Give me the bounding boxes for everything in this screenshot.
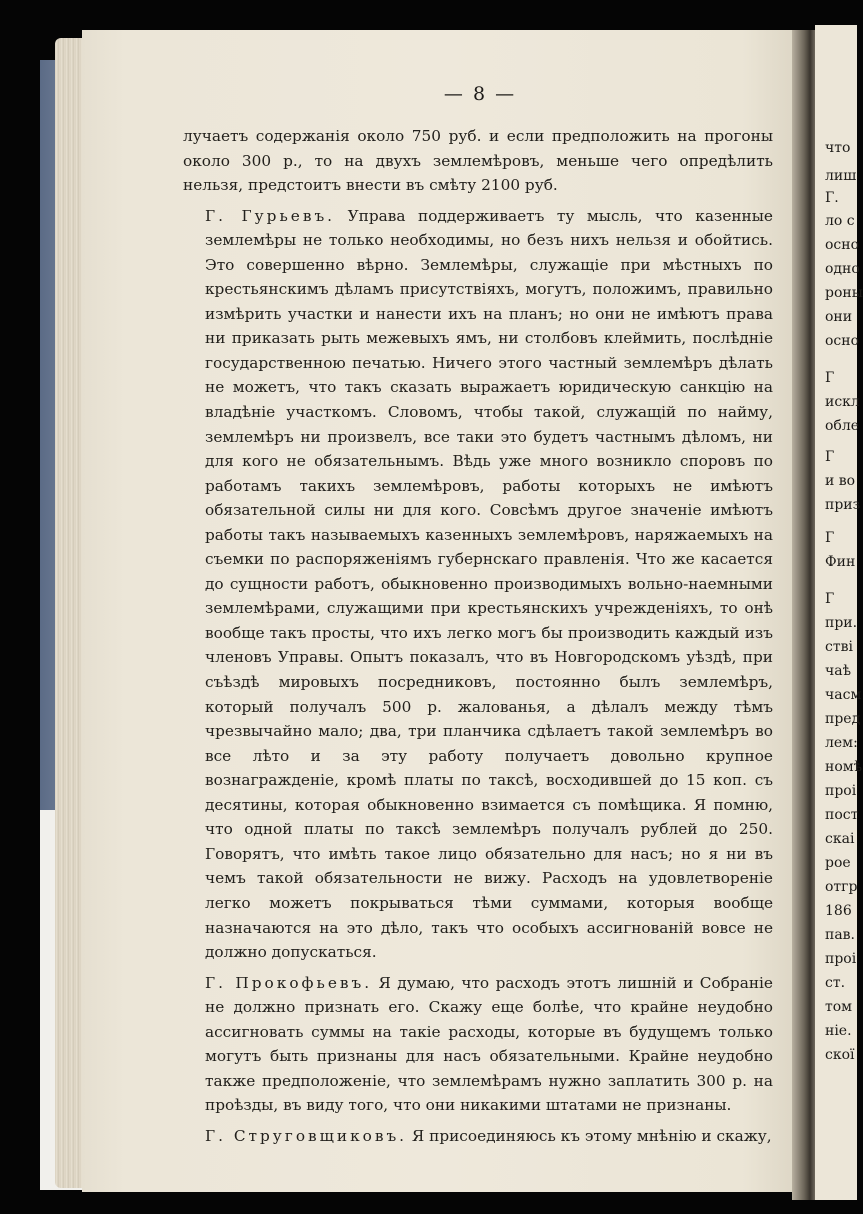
- facing-page-fragment: Г.: [825, 190, 839, 206]
- paragraph: [183, 1124, 773, 1149]
- facing-page-fragment: скаі: [825, 831, 855, 847]
- page-text: [183, 124, 773, 1148]
- facing-page-fragment: скої: [825, 1047, 855, 1063]
- paragraph-text: Управа поддерживаетъ ту мысль, что казенные землемѣры не только необходимы, но безъ нихъ нельзя и обойтись. Это совершенно вѣрно. Землемѣры, служащіе при мѣстныхъ по крестьянскимъ дѣламъ присутствіяхъ, могутъ, положимъ, правильно измѣрить участки и нанести ихъ на планъ; но они не имѣютъ права ни приказать рыть межевыхъ ямъ, ни столбовъ клеймить, послѣдніе государственною печатью. Ничего этого частный землемѣръ дѣлать не можетъ, что такъ сказать выражаетъ юридическую санкцію на владѣніе участкомъ. Словомъ, чтобы такой, служащій по найму, землемѣръ ни произвелъ, все таки это будетъ частнымъ дѣломъ, ни для кого не обязательнымъ. Вѣдь уже много возникло споровъ по работамъ такихъ землемѣровъ, работы которыхъ не имѣютъ обязательной силы ни для кого. Совсѣмъ другое значеніе имѣютъ работы такъ называемыхъ казенныхъ землемѣровъ, наряжаемыхъ на съемки по распоряженіямъ губернскаго правленія. Что же касается до сущности работъ, обыкновенно производимыхъ вольно-наемными землемѣрами, служащими при крестьянскихъ учрежденіяхъ, то онѣ вообще такъ просты, что ихъ легко могъ бы производить каждый изъ членовъ Управы. Опытъ показалъ, что въ Новгородскомъ уѣздѣ, при съѣздѣ мировыхъ посредниковъ, постоянно былъ землемѣръ, который получалъ 500 р. жалованья, а дѣлалъ между тѣмъ чрезвычайно мало; два, три планчика сдѣлаетъ такой землемѣръ во все лѣто и за эту работу получаетъ довольно крупное вознагражденіе, кромѣ платы по таксѣ, восходившей до 15 коп. съ десятины, которая обыкновенно взимается съ помѣщика. Я помню, что одной платы по таксѣ землемѣръ получалъ рублей до 250. Говорятъ, что имѣть такое лицо обязательно для насъ; но я ни въ чемъ такой обязательности не вижу. Расходъ на удовлетвореніе легко можетъ покрываться тѣми суммами, которыя вообще назначаются на это дѣло, такъ что особыхъ ассигнованій вовсе не должно допускаться.: [205, 206, 773, 962]
- paragraph: [183, 971, 773, 1118]
- speaker-name: Г. Гурьевъ.: [205, 206, 336, 225]
- facing-page-fragment: проі: [825, 951, 857, 967]
- facing-page-fragment: том: [825, 999, 853, 1015]
- facing-page-fragment: Г: [825, 370, 835, 386]
- paragraph: [183, 124, 773, 198]
- facing-page-fragment: ло с: [825, 213, 855, 229]
- facing-page-fragment: Фин: [825, 554, 856, 570]
- paragraph-text: Я думаю, что расходъ этотъ лишній и Собраніе не должно признать его. Скажу еще болѣе, что крайне неудобно ассигновать суммы на такіе расходы, которые въ будущемъ только могутъ быть признаны для насъ обязательными. Крайне неудобно также предположеніе, что землемѣрамъ нужно заплатить 300 р. на проѣзды, въ виду того, что они никакими штатами не признаны.: [205, 973, 773, 1115]
- page-number: — 8 —: [443, 83, 517, 105]
- facing-page-fragment: лем:: [825, 735, 858, 751]
- facing-page-fragment: роны: [825, 285, 863, 301]
- facing-page-fragment: рое: [825, 855, 851, 871]
- facing-page-fragment: пред: [825, 711, 861, 727]
- facing-page-fragment: пост: [825, 807, 859, 823]
- facing-page-fragment: осно: [825, 333, 860, 349]
- facing-page-fragment: часм: [825, 687, 862, 703]
- facing-page-fragment: осно: [825, 237, 860, 253]
- facing-page-fragment: пав.: [825, 927, 856, 943]
- facing-page-fragment: Г: [825, 449, 835, 465]
- facing-page-fragment: одно: [825, 261, 860, 277]
- facing-page-fragment: приз: [825, 497, 861, 513]
- facing-page-fragment: проі: [825, 783, 857, 799]
- facing-page: [815, 25, 863, 1200]
- facing-page-fragment: искл: [825, 394, 860, 410]
- facing-page-fragment: 186: [825, 903, 852, 919]
- facing-page-fragment: чаѣ: [825, 663, 852, 679]
- facing-page-fragment: Г: [825, 591, 835, 607]
- facing-page-fragment: они: [825, 309, 853, 325]
- facing-page-fragment: отгр: [825, 879, 858, 895]
- speaker-name: Г. Прокофьевъ.: [205, 973, 373, 992]
- facing-page-fragment: Г: [825, 530, 835, 546]
- facing-page-fragment: номѣ: [825, 759, 863, 775]
- paragraph-text: лучаетъ содержанія около 750 руб. и если предположить на прогоны около 300 р., то на двухъ землемѣровъ, меньше чего опредѣлить нельзя, предстоитъ внести въ смѣту 2100 руб.: [183, 127, 773, 195]
- speaker-name: Г. Струговщиковъ.: [205, 1126, 408, 1145]
- facing-page-fragment: лиш: [825, 168, 857, 184]
- paragraph: [183, 204, 773, 965]
- facing-page-fragment: ніе.: [825, 1023, 852, 1039]
- facing-page-fragment: обле: [825, 418, 860, 434]
- facing-page-fragment: что: [825, 140, 851, 156]
- paragraph-text: Я присоединяюсь къ этому мнѣнію и скажу,: [407, 1126, 772, 1145]
- facing-page-fragment: стві: [825, 639, 853, 655]
- facing-page-fragment: ст.: [825, 975, 846, 991]
- facing-page-fragment: при.: [825, 615, 858, 631]
- facing-page-fragment: и во: [825, 473, 856, 489]
